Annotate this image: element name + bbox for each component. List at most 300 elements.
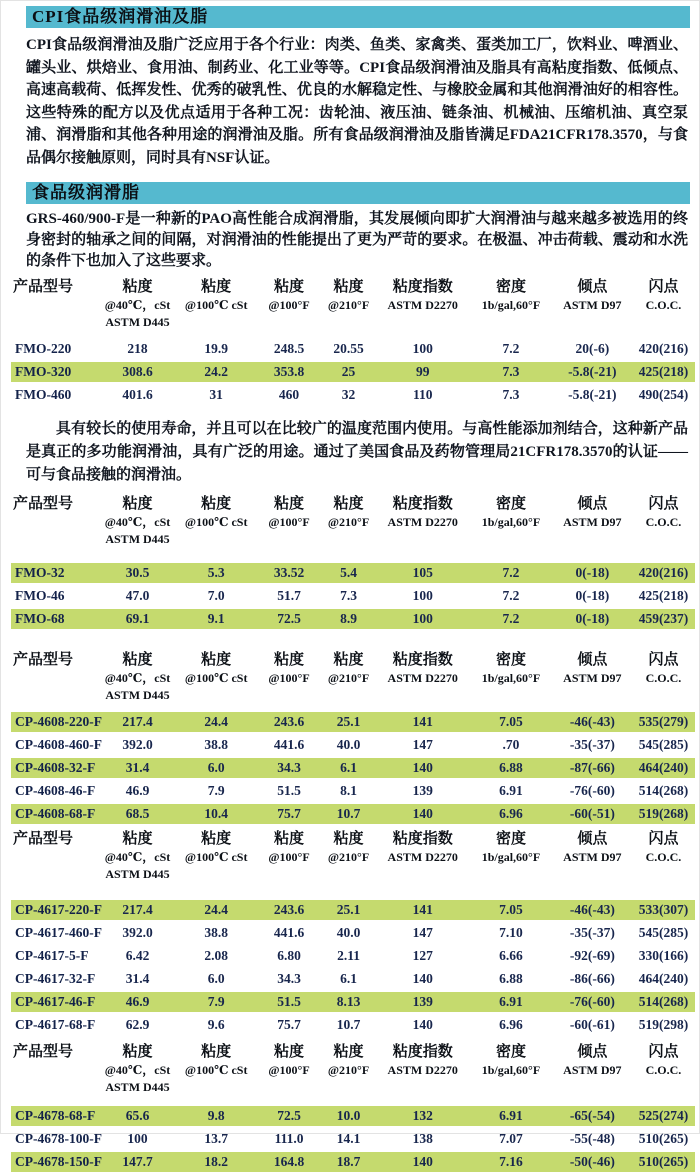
spec-table-fmo-heavy	[11, 278, 695, 405]
spec-value: 6.80	[277, 948, 301, 963]
spec-value: 6.96	[499, 1017, 523, 1032]
spec-value: 6.0	[207, 971, 225, 986]
spec-value: 6.0	[207, 760, 225, 775]
column-header-title: 产品型号	[13, 279, 74, 295]
table-header-row	[11, 1043, 695, 1096]
spec-value: 7.2	[502, 588, 520, 603]
spec-value: 100	[127, 1131, 148, 1146]
spec-value: 13.7	[204, 1131, 228, 1146]
column-header	[175, 830, 257, 866]
column-header	[553, 651, 632, 687]
spec-table-cp4608	[11, 651, 695, 824]
column-header-title: 粘度	[274, 1044, 305, 1060]
spec-value: 31	[209, 387, 223, 402]
spec-value: 6.88	[499, 760, 523, 775]
table-row	[11, 781, 695, 801]
spec-value: 62.9	[125, 1017, 150, 1032]
spec-value: 392.0	[122, 737, 153, 752]
spec-value: -35(-37)	[569, 737, 615, 752]
spec-value: 420(216)	[638, 565, 689, 580]
spec-value: 34.3	[277, 971, 301, 986]
table-row	[11, 712, 695, 732]
spec-value: 110	[412, 387, 433, 402]
column-header-title: 密度	[495, 496, 526, 512]
column-header	[257, 495, 321, 531]
column-header-title: 闪点	[648, 831, 679, 847]
spec-value: 514(268)	[638, 994, 689, 1009]
spec-value: 34.3	[277, 760, 301, 775]
column-header	[100, 1043, 175, 1096]
column-header	[321, 830, 376, 866]
spec-value: 38.8	[204, 925, 228, 940]
column-header-title: 粘度	[333, 1044, 364, 1060]
spec-value: 308.6	[122, 364, 153, 379]
spec-value: 545(285)	[638, 925, 689, 940]
column-header-sub: ASTM D445	[105, 688, 170, 702]
spec-value: 460	[278, 387, 300, 402]
table-row	[11, 946, 695, 966]
column-header	[11, 495, 100, 514]
spec-value: 420(216)	[638, 341, 689, 356]
column-header	[376, 1043, 469, 1079]
spec-value: 10.4	[204, 806, 228, 821]
column-header-title: 闪点	[648, 652, 679, 668]
column-header-title: 粘度	[122, 831, 153, 847]
column-header-sub: @100℃ cSt	[184, 671, 248, 685]
table-row	[11, 1106, 695, 1126]
column-header-sub: @40℃，cSt	[104, 298, 171, 312]
spec-value: 9.8	[207, 1108, 225, 1123]
spec-value: 75.7	[277, 806, 301, 821]
table-row	[11, 586, 695, 606]
product-model: CP-4608-220-F	[15, 714, 102, 729]
product-model: CP-4608-68-F	[15, 806, 96, 821]
spec-value: 353.8	[273, 364, 305, 379]
spec-value: -87(-66)	[569, 760, 615, 775]
spec-value: 100	[412, 611, 433, 626]
column-header-sub: C.O.C.	[645, 850, 682, 864]
column-header-title: 产品型号	[13, 496, 74, 512]
spec-value: .70	[502, 737, 520, 752]
spec-value: 18.2	[204, 1154, 228, 1169]
spec-value: 69.1	[125, 611, 150, 626]
column-header-sub: C.O.C.	[645, 1063, 682, 1077]
spec-value: 100	[412, 341, 433, 356]
table-header-row	[11, 830, 695, 883]
column-header	[321, 495, 376, 531]
spec-value: -92(-69)	[569, 948, 615, 963]
spec-value: 38.8	[204, 737, 228, 752]
column-header	[257, 830, 321, 866]
column-header-title: 粘度	[333, 831, 364, 847]
column-header	[469, 1043, 552, 1079]
spec-value: -86(-66)	[569, 971, 615, 986]
product-model: CP-4617-220-F	[15, 902, 102, 917]
spec-value: 6.91	[499, 783, 523, 798]
column-header-sub: @210°F	[327, 671, 370, 685]
spec-value: 31.4	[125, 760, 150, 775]
spec-value: 10.0	[336, 1108, 361, 1123]
table-row	[11, 609, 695, 629]
column-header	[632, 278, 695, 314]
spec-value: 25.1	[336, 714, 361, 729]
product-model: FMO-460	[15, 387, 72, 402]
column-header-sub: ASTM D97	[563, 671, 622, 685]
column-header-sub: @210°F	[327, 850, 370, 864]
spec-value: 510(265)	[638, 1154, 689, 1169]
spec-value: 510(265)	[638, 1131, 689, 1146]
table-header-row	[11, 278, 695, 331]
column-header-sub: ASTM D445	[105, 532, 170, 546]
spec-value: -60(-61)	[569, 1017, 615, 1032]
column-header-title: 粘度	[201, 652, 232, 668]
spec-value: 0(-18)	[575, 565, 610, 580]
spec-value: 441.6	[273, 737, 305, 752]
spec-value: 7.07	[499, 1131, 523, 1146]
column-header	[632, 1043, 695, 1079]
spec-value: 7.0	[207, 588, 225, 603]
product-model: CP-4678-100-F	[15, 1131, 102, 1146]
column-header	[376, 278, 469, 314]
column-header	[632, 830, 695, 866]
column-header	[376, 495, 469, 531]
spec-value: 7.2	[502, 565, 520, 580]
spec-value: 7.2	[502, 341, 520, 356]
column-header-sub: @100℃ cSt	[184, 298, 248, 312]
table-row	[11, 923, 695, 943]
grease-paragraph: GRS-460/900-F是一种新的PAO高性能合成润滑脂，其发展倾向即扩大润滑油与越来越多被选用的终身密封的轴承之间的间隔，对润滑油的性能提出了更为严苛的要求。在极温、冲击荷载、震动和水洗的条件下也加入了这些要求。	[26, 211, 688, 269]
spec-value: 10.7	[336, 806, 361, 821]
table-row	[11, 362, 695, 382]
product-model: CP-4617-5-F	[15, 948, 89, 963]
spec-value: 40.0	[336, 737, 361, 752]
column-header-title: 粘度	[274, 831, 305, 847]
spec-value: 75.7	[277, 1017, 301, 1032]
column-header-sub: ASTM D97	[563, 515, 622, 529]
spec-value: -5.8(-21)	[568, 387, 617, 402]
spec-value: -65(-54)	[569, 1108, 615, 1123]
column-header-sub: 1b/gal,60°F	[481, 1063, 541, 1077]
spec-value: 490(254)	[638, 387, 689, 402]
column-header	[376, 651, 469, 687]
spec-value: 33.52	[273, 565, 305, 580]
spec-value: 7.3	[502, 387, 520, 402]
spec-value: 401.6	[122, 387, 153, 402]
spec-value: 0(-18)	[575, 588, 610, 603]
spec-value: 141	[412, 902, 433, 917]
spec-value: 218	[127, 341, 148, 356]
column-header-sub: ASTM D2270	[387, 298, 458, 312]
column-header	[553, 278, 632, 314]
section-title-main: CPI食品级润滑油及脂	[32, 7, 209, 26]
spec-value: 25.1	[336, 902, 361, 917]
spec-value: 25	[341, 364, 356, 379]
spec-value: 140	[412, 971, 433, 986]
table-row	[11, 1129, 695, 1149]
column-header	[100, 495, 175, 548]
column-header-title: 产品型号	[13, 652, 74, 668]
spec-value: 545(285)	[638, 737, 689, 752]
spec-value: 6.96	[499, 806, 523, 821]
spec-value: 24.4	[204, 902, 228, 917]
column-header-sub: ASTM D97	[563, 298, 622, 312]
column-header	[321, 278, 376, 314]
product-model: CP-4678-150-F	[15, 1154, 102, 1169]
column-header-title: 粘度指数	[392, 279, 453, 295]
column-header-sub: @100°F	[268, 850, 310, 864]
fmo-note-paragraph: 具有较长的使用寿命，并且可以在比较广的温度范围内使用。与高性能添加剂结合，这种新产品是真正的多功能润滑油，具有广泛的用途。通过了美国食品及药物管理局21CFR178.3570的认证——可与食品接触的润滑油。	[26, 421, 688, 483]
product-model: CP-4617-68-F	[15, 1017, 96, 1032]
spec-value: 459(237)	[638, 611, 689, 626]
spec-value: 18.7	[336, 1154, 361, 1169]
spec-value: 7.9	[207, 783, 225, 798]
column-header-title: 粘度	[122, 279, 153, 295]
column-header-title: 密度	[495, 831, 526, 847]
spec-value: 24.4	[204, 714, 228, 729]
spec-value: 99	[415, 364, 430, 379]
column-header-sub: C.O.C.	[645, 298, 682, 312]
spec-value: 32	[341, 387, 356, 402]
section-banner-grease	[26, 182, 690, 204]
spec-value: 20(-6)	[575, 341, 610, 356]
spec-value: -50(-46)	[569, 1154, 615, 1169]
table-row	[11, 1015, 695, 1035]
column-header-title: 粘度	[122, 496, 153, 512]
product-model: CP-4617-32-F	[15, 971, 96, 986]
table-row	[11, 758, 695, 778]
column-header	[553, 495, 632, 531]
column-header-sub: ASTM D2270	[387, 1063, 458, 1077]
column-header-sub: ASTM D445	[105, 867, 170, 881]
column-header-sub: @100°F	[268, 298, 310, 312]
spec-value: 10.7	[336, 1017, 361, 1032]
column-header	[469, 651, 552, 687]
spec-value: 147	[412, 737, 433, 752]
column-header-sub: 1b/gal,60°F	[481, 298, 541, 312]
column-header-title: 粘度	[201, 496, 232, 512]
product-model: CP-4678-68-F	[15, 1108, 96, 1123]
spec-value: 6.91	[499, 994, 523, 1009]
spec-value: 6.66	[499, 948, 523, 963]
column-header-sub: @40℃，cSt	[104, 515, 171, 529]
spec-value: -55(-48)	[569, 1131, 615, 1146]
spec-value: 111.0	[274, 1131, 304, 1146]
spec-value: 72.5	[277, 1108, 301, 1123]
spec-value: 51.7	[277, 588, 301, 603]
column-header	[632, 651, 695, 687]
column-header-title: 粘度	[201, 279, 232, 295]
column-header	[11, 830, 100, 849]
column-header	[321, 651, 376, 687]
spec-value: 7.2	[502, 611, 520, 626]
column-header-sub: @210°F	[327, 1063, 370, 1077]
column-header	[469, 830, 552, 866]
spec-value: 5.3	[207, 565, 225, 580]
column-header-sub: 1b/gal,60°F	[481, 850, 541, 864]
spec-value: 519(268)	[638, 806, 689, 821]
spec-value: 6.91	[499, 1108, 523, 1123]
spec-value: 140	[412, 806, 433, 821]
column-header-sub: C.O.C.	[645, 671, 682, 685]
spec-value: 2.08	[204, 948, 228, 963]
product-model: CP-4617-46-F	[15, 994, 96, 1009]
spec-value: -60(-51)	[569, 806, 615, 821]
spec-value: 147	[412, 925, 433, 940]
column-header-sub: @40℃，cSt	[104, 850, 171, 864]
spec-value: 6.42	[125, 948, 150, 963]
column-header-sub: ASTM D97	[563, 850, 622, 864]
spec-value: 105	[412, 565, 433, 580]
intro-paragraph: CPI食品级润滑油及脂广泛应用于各个行业：肉类、鱼类、家禽类、蛋类加工厂，饮料业、啤酒业、罐头业、烘焙业、食用油、制药业、化工业等等。CPI食品级润滑油及脂具有高粘度指数、低倾点、高速高载荷、低挥发性、优秀的破乳性、优良的水解稳定性、与橡胶金属和其他润滑油好的相容性。这些特殊的配方以及优点适用于各种工况：齿轮油、液压油、链条油、机械油、压缩机油、真空泵浦、润滑脂和其他各种用途的润滑油及脂。所有食品级润滑油及脂皆满足FDA21CFR178.3570，与食品偶尔接触原则，同时具有NSF认证。	[26, 37, 688, 166]
spec-value: 68.5	[125, 806, 150, 821]
column-header	[175, 1043, 257, 1079]
spec-value: 14.1	[336, 1131, 361, 1146]
column-header-title: 密度	[495, 652, 526, 668]
column-header-sub: ASTM D97	[563, 1063, 622, 1077]
column-header	[175, 495, 257, 531]
spec-value: 217.4	[122, 902, 153, 917]
spec-table-cp4617	[11, 830, 695, 1035]
column-header	[632, 495, 695, 531]
spec-value: 6.1	[340, 760, 357, 775]
spec-value: -35(-37)	[569, 925, 615, 940]
spec-value: 6.88	[499, 971, 523, 986]
spec-value: 217.4	[122, 714, 153, 729]
spec-value: 464(240)	[638, 760, 689, 775]
spec-value: 127	[412, 948, 433, 963]
spec-value: 519(298)	[638, 1017, 689, 1032]
spec-value: 525(274)	[638, 1108, 689, 1123]
column-header-sub: ASTM D445	[105, 1080, 170, 1094]
column-header-sub: 1b/gal,60°F	[481, 515, 541, 529]
spec-value: 7.3	[502, 364, 520, 379]
spec-value: 7.05	[499, 902, 523, 917]
column-header-title: 粘度	[122, 652, 153, 668]
spec-value: 141	[412, 714, 433, 729]
product-model: CP-4608-46-F	[15, 783, 96, 798]
spec-value: 514(268)	[638, 783, 689, 798]
spec-value: 7.16	[499, 1154, 523, 1169]
spec-value: 8.9	[340, 611, 357, 626]
spec-table-fmo-light	[11, 495, 695, 629]
column-header-title: 粘度	[201, 1044, 232, 1060]
product-model: FMO-320	[15, 364, 72, 379]
column-header-title: 粘度	[333, 279, 364, 295]
column-header	[175, 651, 257, 687]
column-header-sub: @100℃ cSt	[184, 850, 248, 864]
column-header	[175, 278, 257, 314]
spec-value: 441.6	[273, 925, 305, 940]
spec-value: 330(166)	[638, 948, 689, 963]
column-header	[553, 830, 632, 866]
table-row	[11, 735, 695, 755]
product-model: CP-4608-460-F	[15, 737, 102, 752]
spec-value: 19.9	[204, 341, 228, 356]
column-header	[257, 278, 321, 314]
column-header-title: 粘度	[201, 831, 232, 847]
column-header-sub: ASTM D2270	[387, 850, 458, 864]
column-header-sub: @210°F	[327, 515, 370, 529]
spec-value: 9.1	[207, 611, 225, 626]
product-model: CP-4617-460-F	[15, 925, 102, 940]
table-row	[11, 385, 695, 405]
column-header-title: 闪点	[648, 279, 679, 295]
column-header-title: 粘度指数	[392, 496, 453, 512]
column-header-sub: 1b/gal,60°F	[481, 671, 541, 685]
column-header	[257, 1043, 321, 1079]
spec-table-cp4678	[11, 1043, 695, 1172]
spec-value: 24.2	[204, 364, 228, 379]
spec-value: -46(-43)	[569, 714, 615, 729]
spec-value: 140	[412, 1017, 433, 1032]
column-header-sub: C.O.C.	[645, 515, 682, 529]
spec-value: 7.3	[340, 588, 357, 603]
product-model: FMO-220	[15, 341, 72, 356]
column-header	[376, 830, 469, 866]
spec-value: 140	[412, 760, 433, 775]
column-header	[11, 1043, 100, 1062]
spec-value: 20.55	[333, 341, 364, 356]
column-header-title: 倾点	[577, 1044, 608, 1060]
spec-value: 392.0	[122, 925, 153, 940]
column-header	[321, 1043, 376, 1079]
table-row	[11, 339, 695, 359]
spec-value: 533(307)	[638, 902, 689, 917]
column-header	[100, 278, 175, 331]
spec-value: 2.11	[337, 948, 360, 963]
table-row	[11, 1152, 695, 1172]
spec-value: 7.9	[207, 994, 225, 1009]
column-header-sub: ASTM D2270	[387, 671, 458, 685]
spec-value: -5.8(-21)	[568, 364, 617, 379]
spec-value: 139	[412, 783, 433, 798]
spec-value: 40.0	[336, 925, 361, 940]
spec-value: -76(-60)	[569, 783, 615, 798]
spec-value: 7.05	[499, 714, 523, 729]
product-model: FMO-46	[15, 588, 65, 603]
section-banner-main	[26, 6, 690, 28]
table-row	[11, 563, 695, 583]
spec-value: 5.4	[340, 565, 357, 580]
column-header-title: 闪点	[648, 1044, 679, 1060]
spec-value: 425(218)	[638, 364, 689, 379]
column-header-title: 倾点	[577, 831, 608, 847]
product-model: FMO-32	[15, 565, 65, 580]
column-header	[100, 651, 175, 704]
product-model: FMO-68	[15, 611, 65, 626]
column-header-title: 粘度	[274, 652, 305, 668]
spec-value: 65.6	[125, 1108, 150, 1123]
column-header-title: 粘度指数	[392, 1044, 453, 1060]
spec-value: 138	[412, 1131, 433, 1146]
spec-value: 7.10	[499, 925, 523, 940]
column-header-sub: @40℃，cSt	[104, 1063, 171, 1077]
spec-value: 140	[412, 1154, 433, 1169]
spec-value: 47.0	[125, 588, 150, 603]
column-header-title: 产品型号	[13, 1044, 74, 1060]
spec-value: 243.6	[273, 714, 305, 729]
column-header-sub: @100℃ cSt	[184, 515, 248, 529]
table-row	[11, 969, 695, 989]
column-header-title: 产品型号	[13, 831, 74, 847]
column-header-sub: @210°F	[327, 298, 370, 312]
spec-value: 164.8	[273, 1154, 305, 1169]
column-header-title: 倾点	[577, 496, 608, 512]
spec-value: 132	[412, 1108, 433, 1123]
table-header-row	[11, 495, 695, 548]
column-header-sub: ASTM D445	[105, 315, 170, 329]
spec-value: 51.5	[277, 783, 301, 798]
